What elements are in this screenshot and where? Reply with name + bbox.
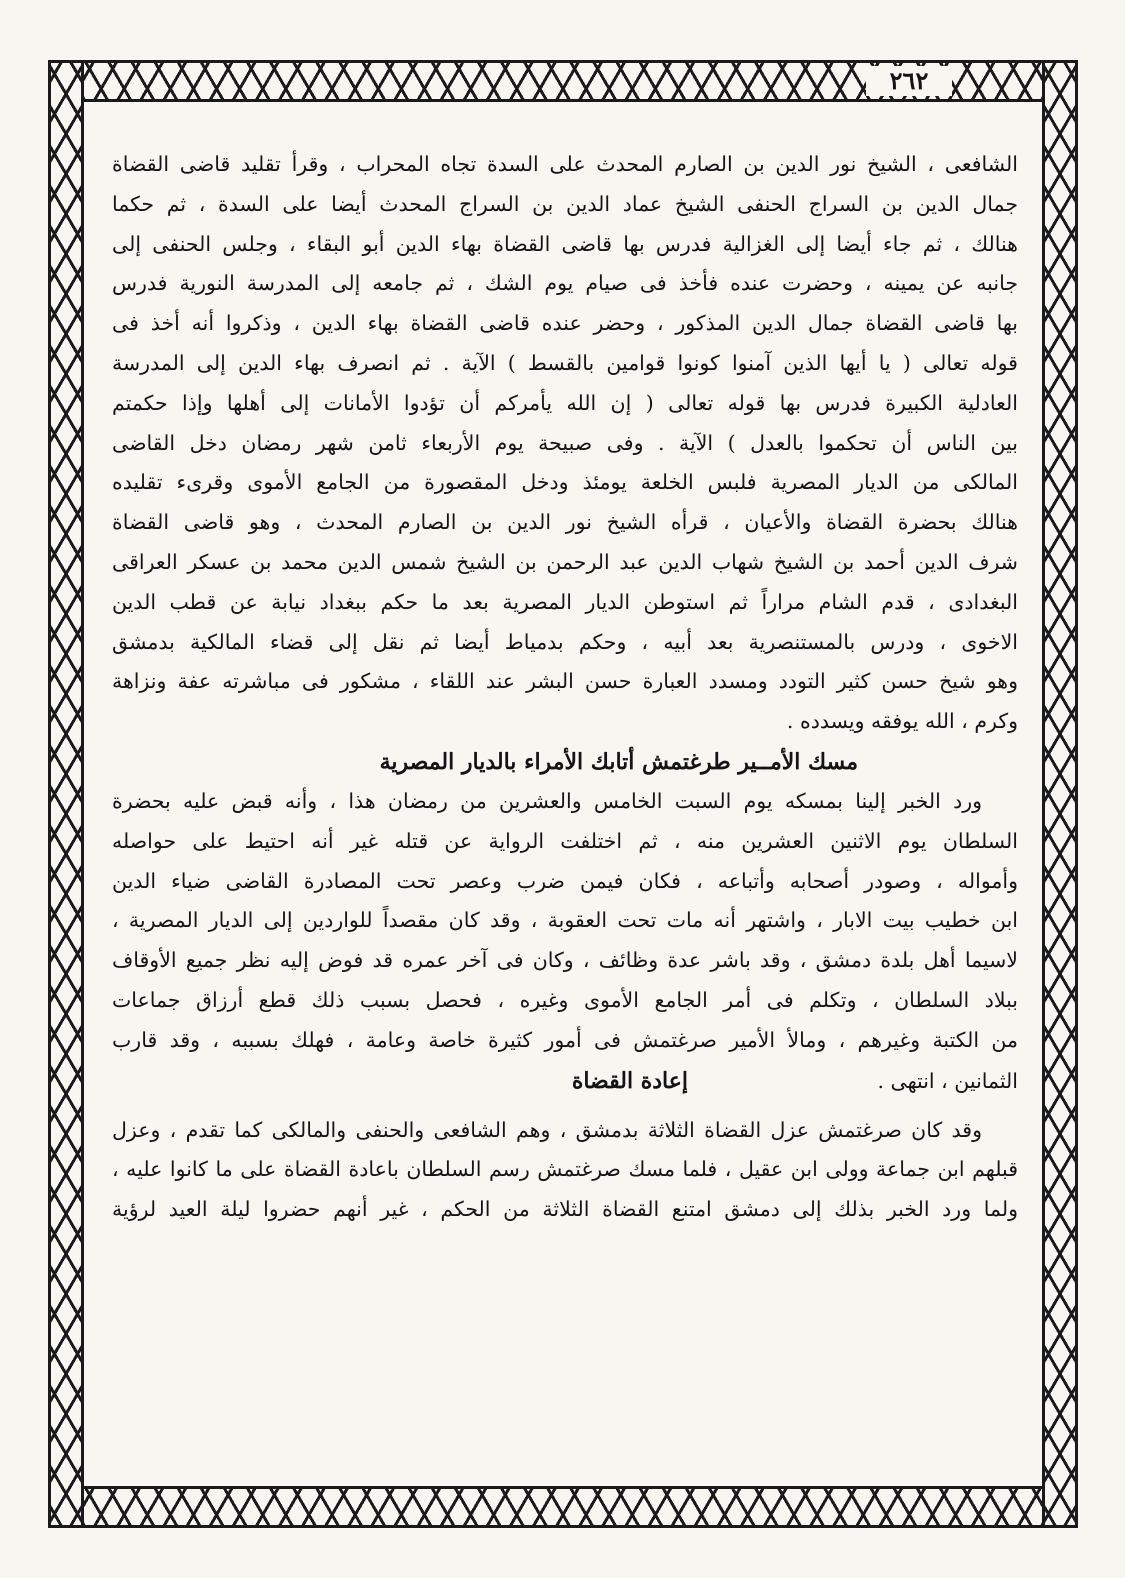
text-line: البغدادى ، قدم الشام مراراً ثم استوطن الديار المصرية بعد ما حكم ببغداد نيابة عن قطب الدين — [112, 589, 1018, 614]
text-line: المالكى من الديار المصرية فلبس الخلعة يومئذ ودخل المقصورة من الجامع الأموى وقرىء تقليده — [112, 470, 1018, 495]
text-line: من الكتبة وغيرهم ، ومالأ الأمير صرغتمش فى أمور كثيرة خاصة وعامة ، فهلك بسببه ، وقد قارب — [112, 1027, 1018, 1052]
text-line: ابن خطيب بيت الابار ، واشتهر أنه مات تحت العقوبة ، وقد كان مقصداً للواردين إلى الديار المصرية ، — [112, 908, 1018, 933]
text-line: بين الناس أن تحكموا بالعدل ) الآية . وفى صبيحة يوم الأربعاء ثامن شهر رمضان دخل القاضى — [112, 430, 1018, 455]
paragraph-2-end: الثمانين ، انتهى . — [877, 1068, 1018, 1093]
text-line: وقد كان صرغتمش عزل القضاة الثلاثة بدمشق ، وهم الشافعى والحنفى والمالكى كما تقدم ، وعزل — [112, 1117, 982, 1142]
paragraph-1 — [112, 145, 1018, 742]
text-line: شرف الدين أحمد بن الشيخ شهاب الدين عبد الرحمن بن الشيخ شمس الدين محمد بن عسكر العراقى — [112, 549, 1018, 574]
page-number: ٢٦٢ — [866, 66, 952, 96]
text-line: وهو شيخ حسن كثير التودد ومسدد العبارة حسن البشر عند اللقاء ، مشكور فى مباشرته عفة ونزاهة — [112, 669, 1018, 694]
text-line: العادلية الكبيرة فدرس بها قوله تعالى ( إن الله يأمركم أن تؤدوا الأمانات إلى أهلها وإذا حكمتم — [112, 390, 1018, 415]
spacer — [112, 1101, 1018, 1111]
section-heading-2: إعادة القضاة — [571, 1067, 688, 1094]
text-line: جانبه عن يمينه ، وحضرت عنده فأخذ فى صيام يوم الشك ، ثم جامعه إلى المدرسة النورية فدرس — [112, 271, 1018, 296]
text-line: الاخوى ، ودرس بالمستنصرية بعد أبيه ، وحكم بدمياط أيضا ثم نقل إلى قضاء المالكية بدمشق — [112, 629, 1018, 654]
text-line: جمال الدين بن السراج الحنفى الشيخ عماد الدين بن السراج المحدث أيضا على السدة ، ثم حكما — [112, 191, 1018, 216]
frame-border-left — [48, 60, 84, 1528]
text-line: السلطان يوم الاثنين العشرين منه ، ثم اختلفت الرواية عن قتله غير أنه احتيط على حواصله — [112, 828, 1018, 853]
section-heading-1: مسك الأمــير طرغتمش أتابك الأمراء بالديار المصرية — [379, 748, 858, 775]
text-line: هنالك ، ثم جاء أيضا إلى الغزالية فدرس بها قاضى القضاة بهاء الدين أبو البقاء ، وجلس الحنفى إلى — [112, 231, 1018, 256]
text-line: قوله تعالى ( يا أيها الذين آمنوا كونوا قوامين بالقسط ) الآية . ثم انصرف بهاء الدين إلى المدرسة — [112, 350, 1018, 375]
text-line: بها قاضى القضاة جمال الدين المذكور ، وحضر عنده قاضى القضاة بهاء الدين ، وذكروا أنه أخذ فى — [112, 311, 1018, 336]
text-line: الشافعى ، الشيخ نور الدين بن الصارم المحدث على السدة تجاه المحراب ، وقرأ تقليد قاضى القضاة — [112, 152, 1018, 176]
frame-border-right — [1042, 60, 1078, 1528]
text-line: هنالك بحضرة القضاة والأعيان ، قرأه الشيخ نور الدين بن الصارم المحدث ، وهو قاضى القضاة — [112, 510, 1018, 535]
text-line: قبلهم ابن جماعة وولى ابن عقيل ، فلما مسك صرغتمش رسم السلطان باعادة القضاة على ما كانوا عليه ، — [112, 1157, 1018, 1182]
text-line: ورد الخبر إلينا بمسكه يوم السبت الخامس والعشرين من رمضان هذا ، وأنه قبض عليه بحضرة — [112, 788, 982, 813]
paragraph-3 — [112, 1111, 1018, 1230]
text-line: وكرم ، الله يوفقه ويسدده . — [786, 709, 1018, 734]
text-line: لاسيما أهل بلدة دمشق ، وقد باشر عدة وظائف ، وكان فى آخر عمره قد فوض إليه نظر جميع الأوقاف — [112, 948, 1018, 973]
frame-border-bottom — [48, 1486, 1078, 1528]
text-line: ولما ورد الخبر بذلك إلى دمشق امتنع القضاة الثلاثة من الحكم ، غير أنهم حضروا ليلة العيد لرؤية — [112, 1197, 1018, 1222]
text-line: وأمواله ، وصودر أصحابه وأتباعه ، فكان فيمن ضرب وعصر تحت المصادرة القاضى ضياء الدين — [112, 868, 1018, 893]
text-line: ببلاد السلطان ، وتكلم فى أمر الجامع الأموى وغيره ، فحصل بسبب ذلك قطع أرزاق جماعات — [112, 987, 1018, 1012]
page-text — [112, 145, 1018, 1230]
paragraph-2 — [112, 782, 1018, 1101]
paragraph-end-with-heading — [112, 1061, 1018, 1101]
